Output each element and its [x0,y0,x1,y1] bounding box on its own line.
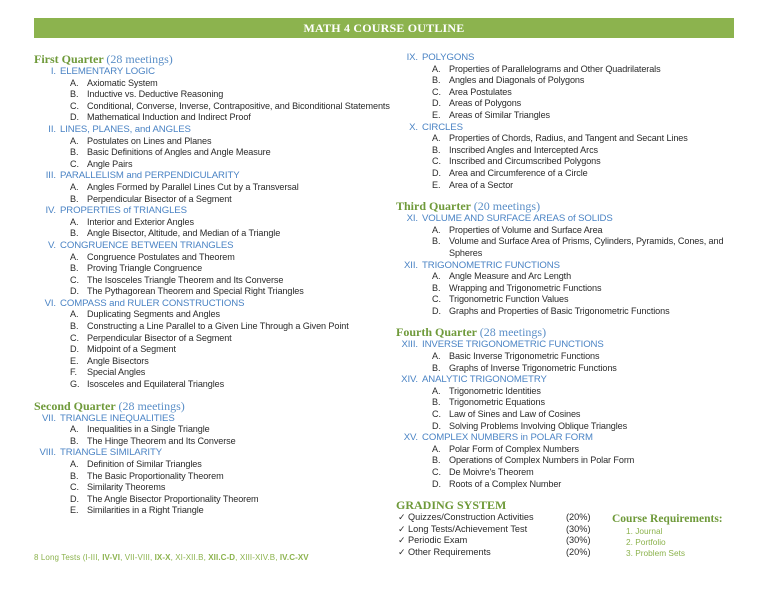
topic-item [34,424,394,436]
topic-text: Angles and Diagonals of Polygons [449,75,585,86]
topic-item [34,356,394,368]
topic-letter: A. [432,443,441,454]
topic-item [34,78,394,90]
unit-number: V. [48,239,56,251]
topic-text: Angle Pairs [87,158,133,169]
unit-title: LINES, PLANES, and ANGLES [60,123,191,135]
quarter-name: Fourth Quarter [396,325,477,340]
topic-text: Angle Bisector, Altitude, and Median of a Triangle [87,228,281,239]
quarter-heading [396,325,736,339]
topic-letter: B. [432,236,441,247]
topic-item [34,482,394,494]
topic-letter: C. [70,158,79,169]
unit-heading [396,213,736,225]
topic-text: Inscribed Angles and Intercepted Arcs [449,144,598,155]
topic-text: Perpendicular Bisector of a Segment [87,332,232,343]
grading-component: Periodic Exam [408,535,468,546]
footer-segment: IV.C-XV [279,553,309,562]
unit-title: TRIGONOMETRIC FUNCTIONS [422,259,560,271]
quarter-heading [34,52,394,66]
topic-letter: B. [432,75,441,86]
topic-text: Law of Sines and Law of Cosines [449,409,581,420]
grading-component: Quizzes/Construction Activities [408,512,534,523]
topic-item [396,363,736,375]
check-icon: ✓ [398,535,406,546]
topic-letter: C. [432,467,441,477]
footer-segment: IX-X [154,553,171,562]
check-icon: ✓ [398,546,406,557]
requirement-item: 3. Problem Sets [626,548,686,558]
topic-text: Postulates on Lines and Planes [87,135,212,146]
footer-segment: , XIII-XIV.B, [235,553,280,562]
topic-item [34,263,394,275]
topic-item [396,306,736,318]
footer-segment: , VII-VIII, [120,553,155,562]
quarter-name: First Quarter [34,52,104,66]
topic-text: Area of a Sector [449,179,514,190]
topic-item [396,156,736,168]
topic-letter: B. [432,282,441,293]
topic-letter: A. [70,309,79,320]
unit-title: VOLUME AND SURFACE AREAS of SOLIDS [422,213,613,225]
topic-item [34,333,394,345]
topic-letter: D. [70,493,79,504]
topic-text: Angle Bisectors [87,355,149,366]
grading-percentage: (20%) [566,512,591,523]
topic-item [396,479,736,491]
topic-letter: A. [70,77,79,88]
quarter-name: Second Quarter [34,398,116,413]
unit-number: VII. [42,412,56,424]
topic-item [396,98,736,110]
topic-letter: D. [432,98,441,109]
topic-letter: C. [70,332,79,343]
topic-text: Similarities in a Right Triangle [87,505,204,516]
unit-heading [396,260,736,272]
quarter-meetings: (28 meetings) [479,325,547,340]
unit-number: IX. [406,52,418,63]
topic-text: The Basic Proportionality Theorem [87,470,224,481]
topic-item [396,236,736,259]
topic-letter: B. [70,228,79,239]
topic-item [34,505,394,517]
unit-title: TRIANGLE SIMILARITY [60,447,163,459]
topic-letter: B. [70,193,79,204]
topic-letter: A. [432,351,441,362]
long-tests-footer [34,553,374,563]
footer-segment: IV-VI [102,553,121,562]
unit-heading [34,298,394,310]
topic-item [34,101,394,113]
topic-item [34,436,394,448]
topic-text: Inequalities in a Single Triangle [87,424,210,435]
topic-letter: B. [432,144,441,155]
grading-component: Long Tests/Achievement Test [408,523,528,534]
unit-title: PARALLELISM and PERPENDICULARITY [60,170,240,182]
topic-letter: C. [70,274,79,285]
topic-item [34,459,394,471]
topic-text: Interior and Exterior Angles [87,216,194,227]
topic-item [396,75,736,87]
unit-title: CONGRUENCE BETWEEN TRIANGLES [60,239,234,251]
topic-text: Constructing a Line Parallel to a Given Line Through a Given Point [87,321,349,332]
unit-title: CIRCLES [422,121,463,133]
unit-heading [34,66,394,78]
topic-item [396,180,736,192]
topic-letter: C. [70,100,79,111]
topic-letter: A. [432,63,441,74]
topic-letter: D. [70,286,79,297]
unit-number: X. [409,121,418,133]
topic-letter: A. [432,385,441,396]
topic-text: Inscribed and Circumscribed Polygons [449,156,601,167]
topic-item [396,133,736,145]
topic-letter: A. [432,271,441,282]
topic-text: Area and Circumference of a Circle [449,167,588,178]
topic-text: Special Angles [87,367,146,378]
quarter-meetings: (20 meetings) [473,199,541,214]
topic-item [34,194,394,206]
topic-item [34,379,394,391]
requirement-item: 2. Portfolio [626,537,666,547]
topic-text: Basic Definitions of Angles and Angle Measure [87,147,271,158]
unit-heading [396,52,736,64]
topic-text: Isosceles and Equilateral Triangles [87,379,225,390]
topic-text: Basic Inverse Trigonometric Functions [449,351,600,362]
grading-percentage: (30%) [566,535,591,546]
topic-letter: E. [432,179,441,190]
unit-heading [34,240,394,252]
topic-item [396,87,736,99]
footer-segment: , XI-XII.B, [170,553,209,562]
topic-letter: D. [70,344,79,355]
topic-text: Inductive vs. Deductive Reasoning [87,89,224,100]
topic-item [34,147,394,159]
topic-letter: B. [70,263,79,274]
unit-heading [396,339,736,351]
topic-text: The Isosceles Triangle Theorem and Its Converse [87,274,284,285]
unit-number: XI. [406,213,418,225]
topic-letter: G. [70,379,80,390]
topic-text: Trigonometric Identities [449,385,541,396]
topic-text: Solving Problems Involving Oblique Triangles [449,420,628,431]
topic-item [396,271,736,283]
topic-letter: C. [432,86,441,97]
topic-item [396,455,736,467]
unit-title: TRIANGLE INEQUALITIES [60,412,175,424]
unit-heading [34,170,394,182]
topic-letter: A. [70,216,79,227]
topic-text: Mathematical Induction and Indirect Proof [87,112,251,123]
topic-text: Angles Formed by Parallel Lines Cut by a Transversal [87,181,299,192]
topic-item [34,228,394,240]
topic-text: Midpoint of a Segment [87,344,176,355]
unit-number: IV. [45,205,56,217]
unit-title: POLYGONS [422,52,475,63]
topic-text: Definition of Similar Triangles [87,459,202,469]
topic-text: Operations of Complex Numbers in Polar Form [449,455,635,466]
topic-letter: E. [70,355,79,366]
topic-item [34,344,394,356]
unit-title: PROPERTIES of TRIANGLES [60,205,187,217]
topic-item [34,136,394,148]
topic-letter: B. [70,147,79,158]
requirement-item: 1. Journal [626,526,663,536]
quarter-meetings: (28 meetings) [106,52,173,66]
course-title-banner [34,18,734,38]
topic-item [34,494,394,506]
topic-text: Wrapping and Trigonometric Functions [449,282,602,293]
unit-title: INVERSE TRIGONOMETRIC FUNCTIONS [422,339,604,351]
topic-letter: B. [70,435,79,446]
topic-text: Areas of Similar Triangles [449,109,551,120]
grading-percentage: (30%) [566,523,591,534]
topic-text: The Hinge Theorem and Its Converse [87,435,236,446]
topic-text: Roots of a Complex Number [449,478,562,489]
topic-letter: A. [70,424,79,435]
unit-number: XIV. [401,374,418,386]
topic-item [34,252,394,264]
quarter-name: Third Quarter [396,199,471,214]
topic-text: Trigonometric Equations [449,397,545,408]
topic-item [396,467,736,479]
topic-letter: B. [432,455,441,466]
topic-letter: A. [70,135,79,146]
left-column [34,52,394,517]
unit-number: II. [48,123,56,135]
topic-item [34,309,394,321]
topic-item [34,321,394,333]
topic-letter: D. [432,305,441,316]
topic-item [34,286,394,298]
topic-letter: C. [432,294,441,305]
quarter-heading [34,399,394,413]
unit-title: ELEMENTARY LOGIC [60,66,155,77]
topic-item [34,159,394,171]
topic-letter: D. [70,112,79,123]
topic-item [34,217,394,229]
topic-text: Volume and Surface Area of Prisms, Cylinders, Pyramids, Cones, and Spheres [449,236,724,258]
topic-letter: B. [70,321,79,332]
unit-title: COMPLEX NUMBERS in POLAR FORM [422,432,593,444]
topic-item [396,110,736,122]
quarter-heading [396,199,736,213]
topic-item [34,275,394,287]
topic-letter: B. [432,362,441,373]
unit-heading [34,205,394,217]
grading-component: Other Requirements [408,546,491,557]
topic-item [396,294,736,306]
topic-item [396,168,736,180]
unit-number: XII. [404,259,418,271]
grading-percentage: (20%) [566,546,591,557]
topic-item [396,386,736,398]
topic-letter: D. [432,478,441,489]
unit-heading [396,374,736,386]
topic-letter: A. [70,251,79,262]
topic-item [396,145,736,157]
right-column [396,52,736,559]
topic-text: Proving Triangle Congruence [87,263,203,274]
footer-segment: 8 Long Tests (I-III, [34,553,103,562]
topic-text: Polar Form of Complex Numbers [449,443,580,454]
topic-text: Duplicating Segments and Angles [87,309,220,320]
topic-item [34,112,394,124]
topic-letter: B. [432,397,441,408]
topic-letter: C. [70,482,79,493]
course-requirements [612,513,742,559]
topic-item [396,225,736,237]
topic-text: Properties of Volume and Surface Area [449,224,603,235]
unit-heading [34,413,394,425]
check-icon: ✓ [398,523,406,534]
topic-text: Areas of Polygons [449,98,522,109]
topic-text: Similarity Theorems [87,482,166,493]
topic-item [396,409,736,421]
topic-letter: D. [432,420,441,431]
topic-item [396,444,736,456]
grading-system-title: GRADING SYSTEM [396,498,507,513]
topic-letter: C. [432,409,441,420]
topic-item [34,471,394,483]
topic-letter: C. [432,156,441,167]
topic-text: Perpendicular Bisector of a Segment [87,193,232,204]
topic-letter: F. [70,367,77,378]
topic-letter: A. [432,224,441,235]
check-icon: ✓ [398,512,406,523]
topic-item [396,283,736,295]
topic-item [34,182,394,194]
topic-letter: E. [70,505,79,516]
topic-letter: E. [432,109,441,120]
topic-text: Graphs of Inverse Trigonometric Functions [449,362,617,373]
unit-number: VI. [44,297,56,309]
topic-text: Congruence Postulates and Theorem [87,251,235,262]
topic-text: Area Postulates [449,86,512,97]
topic-text: The Angle Bisector Proportionality Theorem [87,493,259,504]
unit-title: ANALYTIC TRIGONOMETRY [422,374,547,386]
unit-heading [34,124,394,136]
unit-number: I. [50,66,56,77]
topic-text: Properties of Chords, Radius, and Tangent and Secant Lines [449,133,688,144]
topic-text: De Moivre's Theorem [449,467,534,477]
topic-letter: A. [70,459,79,469]
topic-item [396,397,736,409]
topic-text: Conditional, Converse, Inverse, Contrapositive, and Biconditional Statements [87,100,390,111]
topic-text: Angle Measure and Arc Length [449,271,572,282]
unit-title: COMPASS and RULER CONSTRUCTIONS [60,297,245,309]
unit-number: XV. [403,432,418,444]
topic-item [396,351,736,363]
topic-text: Properties of Parallelograms and Other Quadrilaterals [449,63,661,74]
quarter-meetings: (28 meetings) [118,398,185,413]
unit-heading [396,122,736,134]
unit-number: VIII. [39,447,56,459]
topic-letter: B. [70,89,79,100]
topic-letter: B. [70,470,79,481]
topic-text: Trigonometric Function Values [449,294,569,305]
topic-text: Graphs and Properties of Basic Trigonometric Functions [449,305,670,316]
topic-letter: A. [70,181,79,192]
topic-text: Axiomatic System [87,77,158,88]
unit-number: XIII. [401,339,418,351]
unit-heading [34,447,394,459]
topic-text: The Pythagorean Theorem and Special Right Triangles [87,286,304,297]
topic-item [34,367,394,379]
course-requirements-title: Course Requirements: [612,513,723,525]
footer-segment: XII.C-D [208,553,236,562]
unit-number: III. [45,170,56,182]
topic-letter: A. [432,133,441,144]
unit-heading [396,432,736,444]
topic-item [396,421,736,433]
topic-item [34,89,394,101]
page-title: MATH 4 COURSE OUTLINE [303,21,465,35]
topic-letter: D. [432,167,441,178]
topic-item [396,64,736,76]
